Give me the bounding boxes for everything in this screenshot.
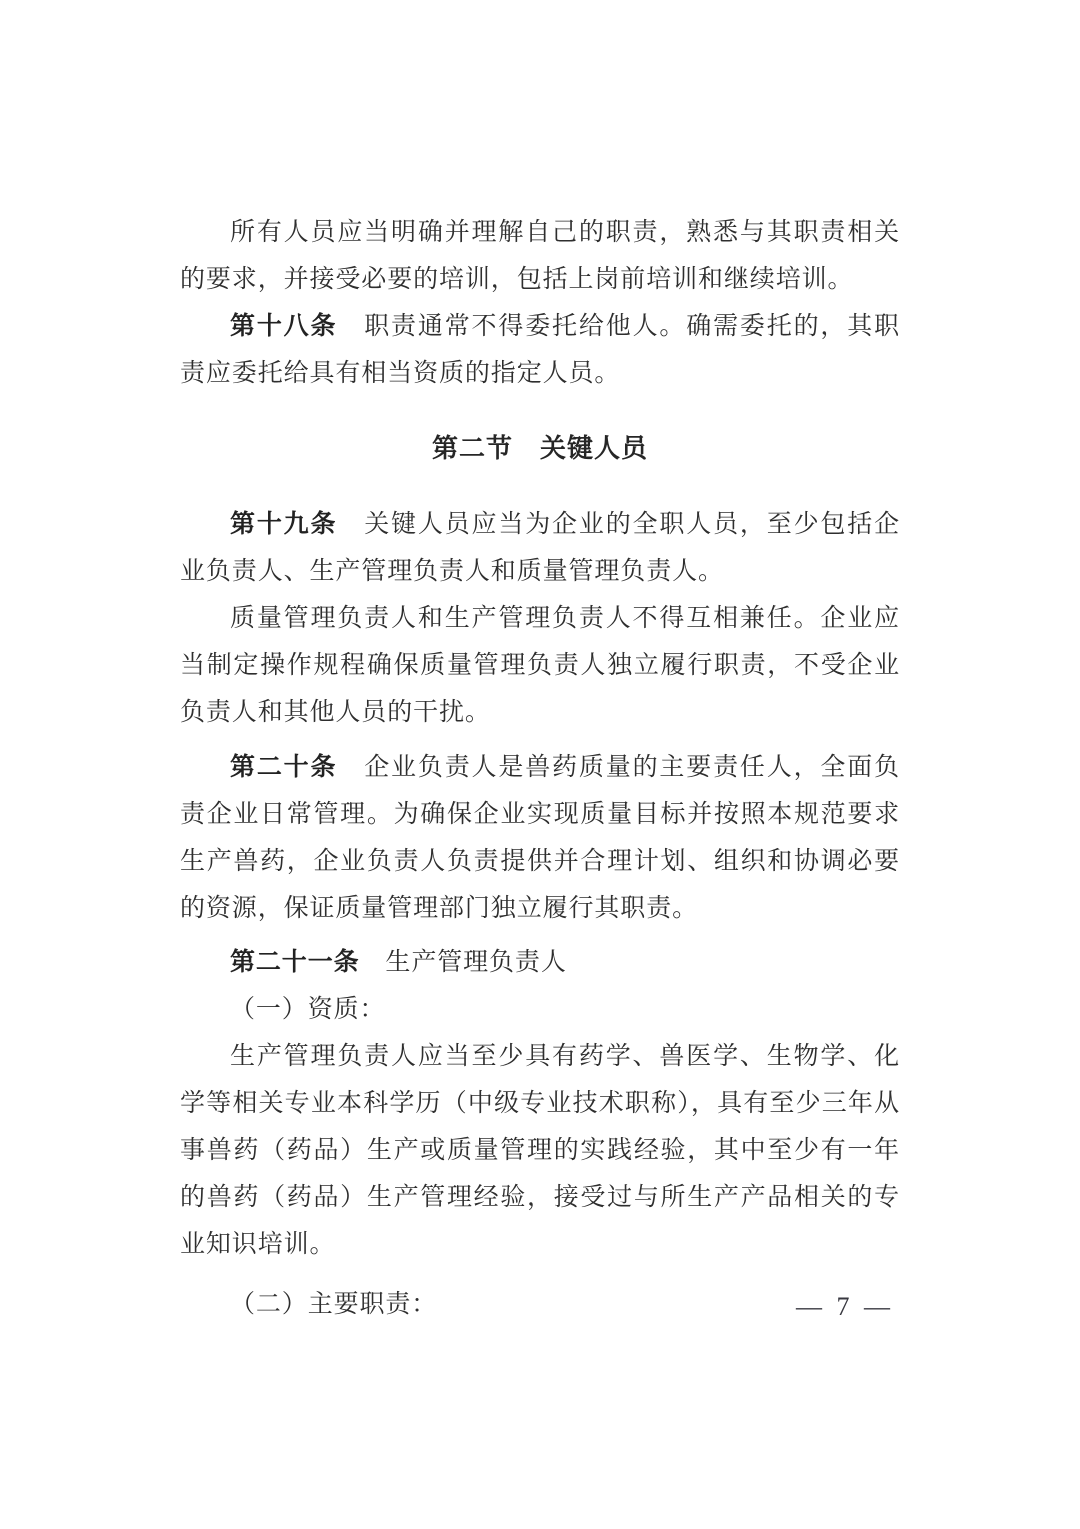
paragraph-text: 质量管理负责人和生产管理负责人不得互相兼任。企业应当制定操作规程确保质量管理负责人独立履行职责，不受企业负责人和其他人员的干扰。 [180,605,900,726]
article-number-18: 第十八条 [230,313,338,340]
paragraph-text: 生产管理负责人应当至少具有药学、兽医学、生物学、化学等相关专业本科学历（中级专业技术职称），具有至少三年从事兽药（药品）生产或质量管理的实践经验，其中至少有一年的兽药（药品）生产管理经验，接受过与所生产产品相关的专业知识培训。 [180,1043,900,1258]
section-heading-key-personnel: 第二节 关键人员 [431,434,648,463]
paragraph-text: （一）资质： [230,996,386,1023]
paragraph-article-21 [180,939,900,986]
paragraph-text: 所有人员应当明确并理解自己的职责，熟悉与其职责相关的要求，并接受必要的培训，包括上岗前培训和继续培训。 [180,219,900,293]
paragraph-qualification-detail [180,1033,900,1268]
paragraph-item-1-qualifications [180,986,900,1033]
article-number-19: 第十九条 [230,511,338,538]
paragraph-text: 关键人员应当为企业的全职人员，至少包括企业负责人、生产管理负责人和质量管理负责人。 [180,511,900,585]
page-number: — 7 — [796,1292,894,1321]
paragraph-all-personnel [180,209,900,303]
paragraph-article-20 [180,744,900,932]
paragraph-article-18 [180,303,900,397]
paragraph-article-19 [180,501,900,595]
paragraph-text: 企业负责人是兽药质量的主要责任人，全面负责企业日常管理。为确保企业实现质量目标并按照本规范要求生产兽药，企业负责人负责提供并合理计划、组织和协调必要的资源，保证质量管理部门独立履行其职责。 [180,754,900,922]
paragraph-text: 职责通常不得委托给他人。确需委托的，其职责应委托给具有相当资质的指定人员。 [180,313,900,387]
paragraph-text: 生产管理负责人 [359,949,567,976]
article-number-21: 第二十一条 [230,949,360,976]
paragraph-text: （二）主要职责： [230,1291,438,1318]
article-number-20: 第二十条 [230,754,338,781]
paragraph-quality-production [180,595,900,736]
text-column [180,0,900,1328]
paragraph-item-2-duties [180,1281,900,1328]
